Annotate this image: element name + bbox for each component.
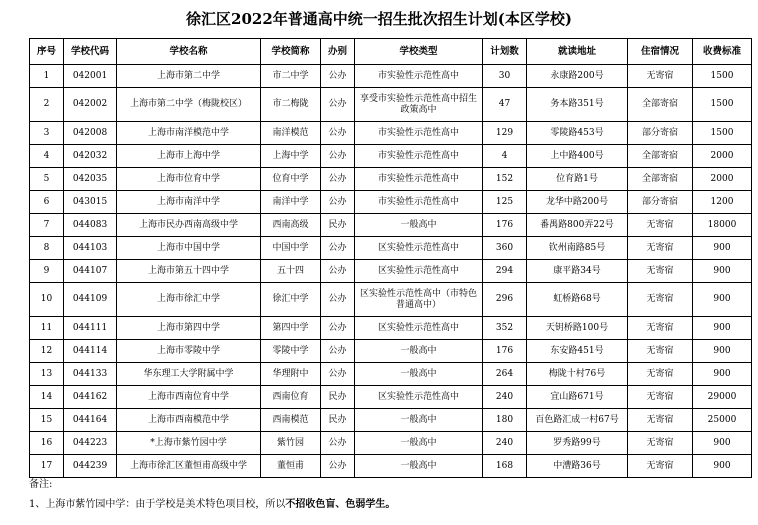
cell-boarding: 全部寄宿	[628, 145, 693, 168]
cell-plan-count: 176	[483, 214, 527, 237]
cell-index: 17	[30, 455, 64, 478]
cell-address: 康平路34号	[527, 260, 628, 283]
cell-plan-count: 129	[483, 122, 527, 145]
cell-school-short-name: 市二梅陇	[261, 88, 321, 122]
cell-school-name: 上海市位育中学	[117, 168, 261, 191]
cell-address: 虹桥路68号	[527, 283, 628, 317]
table-row	[30, 363, 752, 386]
cell-ownership: 公办	[321, 363, 355, 386]
column-header-plan-count: 计划数	[483, 39, 527, 65]
cell-ownership: 民办	[321, 214, 355, 237]
table-row	[30, 65, 752, 88]
note-1-text: 1、上海市紫竹园中学：由于学校是美术特色项目校，所以	[29, 499, 286, 510]
note-1-emphasis: 不招收色盲、色弱学生。	[285, 499, 396, 510]
cell-boarding: 全部寄宿	[628, 88, 693, 122]
cell-fee: 25000	[693, 409, 752, 432]
cell-school-name: 上海市徐汇中学	[117, 283, 261, 317]
cell-school-type: 市实验性示范性高中	[355, 168, 483, 191]
cell-fee: 900	[693, 283, 752, 317]
table-row	[30, 386, 752, 409]
cell-school-name: 上海市西南位育中学	[117, 386, 261, 409]
cell-address: 梅陇十村76号	[527, 363, 628, 386]
cell-school-code: 044103	[64, 237, 117, 260]
cell-boarding: 无寄宿	[628, 283, 693, 317]
cell-fee: 900	[693, 317, 752, 340]
cell-address: 钦州南路85号	[527, 237, 628, 260]
cell-index: 13	[30, 363, 64, 386]
cell-index: 12	[30, 340, 64, 363]
table-row	[30, 191, 752, 214]
cell-address: 罗秀路99号	[527, 432, 628, 455]
cell-index: 11	[30, 317, 64, 340]
column-header-school-code: 学校代码	[64, 39, 117, 65]
cell-fee: 900	[693, 432, 752, 455]
cell-school-code: 044107	[64, 260, 117, 283]
cell-index: 14	[30, 386, 64, 409]
cell-school-type: 市实验性示范性高中	[355, 65, 483, 88]
cell-school-short-name: 西南高级	[261, 214, 321, 237]
table-row	[30, 237, 752, 260]
cell-school-code: 044114	[64, 340, 117, 363]
cell-address: 位育路1号	[527, 168, 628, 191]
cell-boarding: 部分寄宿	[628, 191, 693, 214]
cell-plan-count: 240	[483, 432, 527, 455]
cell-plan-count: 152	[483, 168, 527, 191]
cell-school-name: 上海市南洋中学	[117, 191, 261, 214]
cell-plan-count: 180	[483, 409, 527, 432]
cell-school-code: 043015	[64, 191, 117, 214]
cell-school-type: 一般高中	[355, 432, 483, 455]
table-row	[30, 409, 752, 432]
cell-plan-count: 168	[483, 455, 527, 478]
cell-school-name: 上海市上海中学	[117, 145, 261, 168]
cell-school-short-name: 紫竹园	[261, 432, 321, 455]
cell-school-type: 一般高中	[355, 363, 483, 386]
cell-boarding: 无寄宿	[628, 214, 693, 237]
cell-fee: 2000	[693, 168, 752, 191]
cell-address: 东安路451号	[527, 340, 628, 363]
cell-school-code: 044109	[64, 283, 117, 317]
table-row	[30, 145, 752, 168]
cell-fee: 900	[693, 340, 752, 363]
table-header-row	[30, 39, 752, 65]
cell-address: 百色路汇成一村67号	[527, 409, 628, 432]
cell-school-name: 华东理工大学附属中学	[117, 363, 261, 386]
cell-school-type: 一般高中	[355, 214, 483, 237]
cell-fee: 1200	[693, 191, 752, 214]
cell-fee: 1500	[693, 88, 752, 122]
cell-school-type: 区实验性示范性高中	[355, 237, 483, 260]
cell-index: 8	[30, 237, 64, 260]
note-1	[29, 495, 395, 510]
cell-school-code: 044083	[64, 214, 117, 237]
cell-school-code: 044239	[64, 455, 117, 478]
cell-boarding: 部分寄宿	[628, 122, 693, 145]
cell-ownership: 公办	[321, 340, 355, 363]
cell-school-code: 044111	[64, 317, 117, 340]
cell-index: 1	[30, 65, 64, 88]
cell-fee: 900	[693, 363, 752, 386]
cell-index: 5	[30, 168, 64, 191]
cell-school-name: 上海市西南模范中学	[117, 409, 261, 432]
cell-school-code: 044223	[64, 432, 117, 455]
table-row	[30, 432, 752, 455]
table-row	[30, 260, 752, 283]
cell-boarding: 无寄宿	[628, 432, 693, 455]
cell-school-name: 上海市第二中学	[117, 65, 261, 88]
cell-school-short-name: 市二中学	[261, 65, 321, 88]
column-header-school-type: 学校类型	[355, 39, 483, 65]
cell-boarding: 无寄宿	[628, 363, 693, 386]
cell-school-name: 上海市中国中学	[117, 237, 261, 260]
cell-ownership: 公办	[321, 260, 355, 283]
cell-school-type: 区实验性示范性高中（市特色普通高中）	[355, 283, 483, 317]
table-row	[30, 88, 752, 122]
column-header-school-name: 学校名称	[117, 39, 261, 65]
cell-boarding: 无寄宿	[628, 237, 693, 260]
table-row	[30, 283, 752, 317]
column-header-fee: 收费标准	[693, 39, 752, 65]
cell-school-short-name: 南洋模范	[261, 122, 321, 145]
cell-plan-count: 264	[483, 363, 527, 386]
cell-school-short-name: 西南模范	[261, 409, 321, 432]
cell-plan-count: 360	[483, 237, 527, 260]
column-header-address: 就读地址	[527, 39, 628, 65]
cell-plan-count: 240	[483, 386, 527, 409]
cell-plan-count: 125	[483, 191, 527, 214]
cell-school-type: 市实验性示范性高中	[355, 191, 483, 214]
column-header-boarding: 住宿情况	[628, 39, 693, 65]
cell-ownership: 公办	[321, 168, 355, 191]
cell-fee: 2000	[693, 145, 752, 168]
cell-school-type: 区实验性示范性高中	[355, 317, 483, 340]
table-row	[30, 122, 752, 145]
notes-label: 备注:	[29, 479, 53, 490]
cell-ownership: 公办	[321, 237, 355, 260]
column-header-school-short-name: 学校简称	[261, 39, 321, 65]
cell-school-type: 市实验性示范性高中	[355, 122, 483, 145]
cell-index: 7	[30, 214, 64, 237]
cell-plan-count: 47	[483, 88, 527, 122]
cell-boarding: 全部寄宿	[628, 168, 693, 191]
cell-address: 天钥桥路100号	[527, 317, 628, 340]
cell-school-name: 上海市第五十四中学	[117, 260, 261, 283]
cell-plan-count: 4	[483, 145, 527, 168]
cell-address: 宜山路671号	[527, 386, 628, 409]
cell-index: 4	[30, 145, 64, 168]
cell-school-code: 042002	[64, 88, 117, 122]
cell-school-short-name: 上海中学	[261, 145, 321, 168]
cell-school-short-name: 五十四	[261, 260, 321, 283]
cell-boarding: 无寄宿	[628, 409, 693, 432]
cell-index: 2	[30, 88, 64, 122]
cell-ownership: 民办	[321, 409, 355, 432]
cell-boarding: 无寄宿	[628, 455, 693, 478]
cell-school-short-name: 华理附中	[261, 363, 321, 386]
cell-ownership: 公办	[321, 283, 355, 317]
cell-index: 3	[30, 122, 64, 145]
cell-fee: 29000	[693, 386, 752, 409]
cell-fee: 900	[693, 237, 752, 260]
column-header-ownership: 办别	[321, 39, 355, 65]
cell-school-short-name: 董恒甫	[261, 455, 321, 478]
cell-fee: 900	[693, 260, 752, 283]
cell-boarding: 无寄宿	[628, 386, 693, 409]
table-row	[30, 317, 752, 340]
table-row	[30, 214, 752, 237]
table-row	[30, 340, 752, 363]
cell-address: 中漕路36号	[527, 455, 628, 478]
cell-ownership: 民办	[321, 386, 355, 409]
cell-fee: 18000	[693, 214, 752, 237]
cell-address: 番禺路800弄22号	[527, 214, 628, 237]
cell-ownership: 公办	[321, 88, 355, 122]
cell-ownership: 公办	[321, 455, 355, 478]
cell-school-type: 市实验性示范性高中	[355, 145, 483, 168]
cell-ownership: 公办	[321, 122, 355, 145]
cell-school-short-name: 位育中学	[261, 168, 321, 191]
page-title: 徐汇区2022年普通高中统一招生批次招生计划(本区学校)	[186, 10, 572, 28]
cell-school-short-name: 西南位育	[261, 386, 321, 409]
enrollment-plan-table	[29, 38, 752, 478]
table-row	[30, 455, 752, 478]
cell-boarding: 无寄宿	[628, 260, 693, 283]
cell-address: 龙华中路200号	[527, 191, 628, 214]
cell-school-short-name: 第四中学	[261, 317, 321, 340]
cell-boarding: 无寄宿	[628, 340, 693, 363]
cell-school-type: 区实验性示范性高中	[355, 260, 483, 283]
cell-plan-count: 352	[483, 317, 527, 340]
cell-school-name: 上海市第二中学（梅陇校区）	[117, 88, 261, 122]
cell-index: 15	[30, 409, 64, 432]
table-row	[30, 168, 752, 191]
cell-fee: 900	[693, 455, 752, 478]
cell-school-type: 一般高中	[355, 409, 483, 432]
cell-index: 6	[30, 191, 64, 214]
cell-school-name: 上海市民办西南高级中学	[117, 214, 261, 237]
cell-address: 零陵路453号	[527, 122, 628, 145]
cell-address: 上中路400号	[527, 145, 628, 168]
cell-ownership: 公办	[321, 317, 355, 340]
cell-school-short-name: 零陵中学	[261, 340, 321, 363]
cell-index: 10	[30, 283, 64, 317]
cell-boarding: 无寄宿	[628, 65, 693, 88]
cell-school-type: 一般高中	[355, 340, 483, 363]
cell-school-code: 042035	[64, 168, 117, 191]
cell-school-name: 上海市徐汇区董恒甫高级中学	[117, 455, 261, 478]
cell-address: 务本路351号	[527, 88, 628, 122]
cell-school-code: 042008	[64, 122, 117, 145]
cell-ownership: 公办	[321, 145, 355, 168]
cell-boarding: 无寄宿	[628, 317, 693, 340]
cell-school-name: 上海市第四中学	[117, 317, 261, 340]
cell-ownership: 公办	[321, 191, 355, 214]
cell-index: 16	[30, 432, 64, 455]
cell-school-type: 区实验性示范性高中	[355, 386, 483, 409]
cell-school-code: 042001	[64, 65, 117, 88]
cell-school-name: *上海市紫竹园中学	[117, 432, 261, 455]
cell-school-name: 上海市南洋模范中学	[117, 122, 261, 145]
cell-address: 永康路200号	[527, 65, 628, 88]
cell-plan-count: 30	[483, 65, 527, 88]
cell-school-name: 上海市零陵中学	[117, 340, 261, 363]
cell-school-short-name: 中国中学	[261, 237, 321, 260]
column-header-index: 序号	[30, 39, 64, 65]
cell-school-short-name: 徐汇中学	[261, 283, 321, 317]
cell-school-code: 044133	[64, 363, 117, 386]
cell-ownership: 公办	[321, 432, 355, 455]
cell-plan-count: 176	[483, 340, 527, 363]
cell-school-short-name: 南洋中学	[261, 191, 321, 214]
cell-school-code: 044164	[64, 409, 117, 432]
cell-ownership: 公办	[321, 65, 355, 88]
cell-school-code: 042032	[64, 145, 117, 168]
cell-plan-count: 296	[483, 283, 527, 317]
cell-school-type: 一般高中	[355, 455, 483, 478]
cell-plan-count: 294	[483, 260, 527, 283]
cell-index: 9	[30, 260, 64, 283]
cell-school-code: 044162	[64, 386, 117, 409]
cell-school-type: 享受市实验性示范性高中招生政策高中	[355, 88, 483, 122]
cell-fee: 1500	[693, 65, 752, 88]
cell-fee: 1500	[693, 122, 752, 145]
